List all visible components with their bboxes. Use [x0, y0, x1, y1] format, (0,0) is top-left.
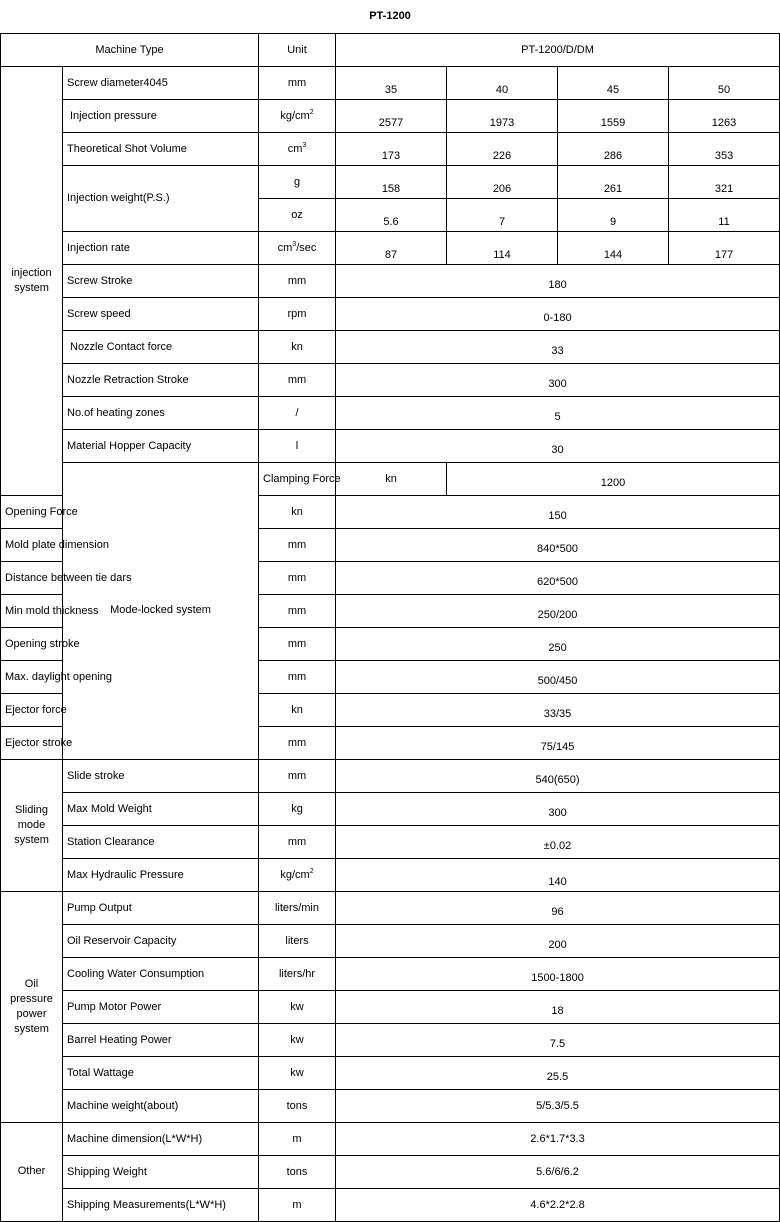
- unit-base: cm: [277, 241, 293, 254]
- group-label-injection: injection system: [1, 66, 63, 495]
- unit-cell: mm: [259, 528, 336, 561]
- unit-cell: tons: [259, 1155, 336, 1188]
- unit-base: kg/cm: [280, 868, 310, 881]
- value-cell: 1973: [447, 99, 558, 132]
- unit-cell: liters/hr: [259, 957, 336, 990]
- unit-cell: mm: [259, 726, 336, 759]
- value-cell: 177: [669, 231, 780, 264]
- value-cell: 5/5.3/5.5: [336, 1089, 780, 1122]
- unit-cell: oz: [259, 198, 336, 231]
- value-cell: 180: [336, 264, 780, 297]
- unit-cell: mm: [259, 561, 336, 594]
- value-cell: 540(650): [336, 759, 780, 792]
- unit-cell: kn: [336, 462, 447, 495]
- value-cell: ±0.02: [336, 825, 780, 858]
- unit-cell: kg: [259, 792, 336, 825]
- param-label: Station Clearance: [63, 825, 259, 858]
- param-label: Total Wattage: [63, 1056, 259, 1089]
- param-label: Material Hopper Capacity: [63, 429, 259, 462]
- table-row: [1, 825, 780, 858]
- value-cell: 114: [447, 231, 558, 264]
- table-row: [1, 1056, 780, 1089]
- value-cell: 4.6*2.2*2.8: [336, 1188, 780, 1221]
- value-cell: 33/35: [336, 693, 780, 726]
- unit-superscript: 2: [309, 867, 314, 875]
- unit-cell: [259, 231, 336, 264]
- param-label: Distance between tie dars: [1, 561, 63, 594]
- table-row: [1, 1023, 780, 1056]
- value-cell: 1500-1800: [336, 957, 780, 990]
- value-cell: 144: [558, 231, 669, 264]
- unit-cell: tons: [259, 1089, 336, 1122]
- table-row: [1, 429, 780, 462]
- param-label: Barrel Heating Power: [63, 1023, 259, 1056]
- param-label: Nozzle Contact force: [63, 330, 259, 363]
- unit-cell: liters/min: [259, 891, 336, 924]
- param-label: Machine weight(about): [63, 1089, 259, 1122]
- value-cell: 300: [336, 363, 780, 396]
- unit-cell: [259, 858, 336, 891]
- unit-cell: [259, 99, 336, 132]
- table-row: [1, 957, 780, 990]
- unit-cell: mm: [259, 660, 336, 693]
- title-row: [1, 0, 780, 33]
- unit-cell: rpm: [259, 297, 336, 330]
- value-cell: 9: [558, 198, 669, 231]
- value-cell: 300: [336, 792, 780, 825]
- value-cell: 75/145: [336, 726, 780, 759]
- param-label: Mold plate dimension: [1, 528, 63, 561]
- table-row: [1, 792, 780, 825]
- param-label: Pump Motor Power: [63, 990, 259, 1023]
- unit-superscript: 3: [292, 240, 297, 248]
- value-cell: 261: [558, 165, 669, 198]
- model-header: PT-1200/D/DM: [336, 33, 780, 66]
- unit-cell: kn: [259, 693, 336, 726]
- table-row: [1, 66, 780, 99]
- table-row: [1, 1188, 780, 1221]
- table-row: [1, 1155, 780, 1188]
- value-cell: 140: [336, 858, 780, 891]
- value-cell: 25.5: [336, 1056, 780, 1089]
- param-label: Screw diameter4045: [63, 66, 259, 99]
- value-cell: 286: [558, 132, 669, 165]
- table-row: [1, 924, 780, 957]
- unit-cell: mm: [259, 264, 336, 297]
- value-cell: 87: [336, 231, 447, 264]
- value-cell: 18: [336, 990, 780, 1023]
- value-cell: 33: [336, 330, 780, 363]
- unit-cell: kw: [259, 1023, 336, 1056]
- table-row: [1, 363, 780, 396]
- unit-cell: mm: [259, 627, 336, 660]
- unit-superscript: 2: [309, 108, 314, 116]
- unit-cell: liters: [259, 924, 336, 957]
- table-row: [1, 1122, 780, 1155]
- param-label: Max Mold Weight: [63, 792, 259, 825]
- param-label: No.of heating zones: [63, 396, 259, 429]
- param-label: Screw Stroke: [63, 264, 259, 297]
- param-label: Ejector force: [1, 693, 63, 726]
- param-label: Opening stroke: [1, 627, 63, 660]
- unit-superscript: 3: [302, 141, 307, 149]
- value-cell: 226: [447, 132, 558, 165]
- table-row: [1, 990, 780, 1023]
- value-cell: 35: [336, 66, 447, 99]
- table-row: [1, 99, 780, 132]
- value-cell: 11: [669, 198, 780, 231]
- group-label-oil: Oil pressure power system: [1, 891, 63, 1122]
- param-label: Screw speed: [63, 297, 259, 330]
- unit-cell: g: [259, 165, 336, 198]
- unit-cell: kn: [259, 495, 336, 528]
- value-cell: 7: [447, 198, 558, 231]
- param-label: Min mold thickness: [1, 594, 63, 627]
- value-cell: 50: [669, 66, 780, 99]
- param-label: Max Hydraulic Pressure: [63, 858, 259, 891]
- unit-cell: m: [259, 1122, 336, 1155]
- value-cell: 40: [447, 66, 558, 99]
- machine-type-header: Machine Type: [1, 33, 259, 66]
- group-label-sliding: Sliding mode system: [1, 759, 63, 891]
- table-row: [1, 759, 780, 792]
- value-cell: 45: [558, 66, 669, 99]
- value-cell: 250: [336, 627, 780, 660]
- value-cell: 2.6*1.7*3.3: [336, 1122, 780, 1155]
- param-label: Shipping Measurements(L*W*H): [63, 1188, 259, 1221]
- value-cell: 173: [336, 132, 447, 165]
- param-label: Theoretical Shot Volume: [63, 132, 259, 165]
- unit-cell: mm: [259, 594, 336, 627]
- unit-cell: kw: [259, 1056, 336, 1089]
- param-label: Nozzle Retraction Stroke: [63, 363, 259, 396]
- table-row: [1, 330, 780, 363]
- table-title: PT-1200: [1, 0, 780, 33]
- value-cell: 5.6: [336, 198, 447, 231]
- param-label: Pump Output: [63, 891, 259, 924]
- param-label: Clamping Force: [259, 462, 336, 495]
- value-cell: 206: [447, 165, 558, 198]
- param-label: Slide stroke: [63, 759, 259, 792]
- value-cell: 250/200: [336, 594, 780, 627]
- param-label: Oil Reservoir Capacity: [63, 924, 259, 957]
- unit-cell: l: [259, 429, 336, 462]
- value-cell: 30: [336, 429, 780, 462]
- unit-cell: m: [259, 1188, 336, 1221]
- table-row: [1, 165, 780, 198]
- param-label: Injection pressure: [63, 99, 259, 132]
- param-label: Injection rate: [63, 231, 259, 264]
- unit-cell: [259, 132, 336, 165]
- unit-suffix: /sec: [296, 241, 317, 254]
- table-row: [1, 1089, 780, 1122]
- unit-cell: mm: [259, 66, 336, 99]
- value-cell: 150: [336, 495, 780, 528]
- table-row: [1, 858, 780, 891]
- value-cell: 5: [336, 396, 780, 429]
- value-cell: 620*500: [336, 561, 780, 594]
- table-row: [1, 132, 780, 165]
- param-label: Machine dimension(L*W*H): [63, 1122, 259, 1155]
- table-row: [1, 297, 780, 330]
- value-cell: 2577: [336, 99, 447, 132]
- value-cell: 200: [336, 924, 780, 957]
- unit-header: Unit: [259, 33, 336, 66]
- table-row: [1, 231, 780, 264]
- table-row: [1, 891, 780, 924]
- param-label: Cooling Water Consumption: [63, 957, 259, 990]
- param-label: Ejector stroke: [1, 726, 63, 759]
- unit-cell: mm: [259, 825, 336, 858]
- unit-base: kg/cm: [280, 109, 310, 122]
- param-label: Opening Force: [1, 495, 63, 528]
- value-cell: 1263: [669, 99, 780, 132]
- table-row: [1, 264, 780, 297]
- unit-base: cm: [287, 142, 303, 155]
- value-cell: 321: [669, 165, 780, 198]
- group-label-mode-locked: Mode-locked system: [63, 462, 259, 759]
- unit-cell: mm: [259, 363, 336, 396]
- value-cell: 5.6/6/6.2: [336, 1155, 780, 1188]
- value-cell: 353: [669, 132, 780, 165]
- value-cell: 96: [336, 891, 780, 924]
- value-cell: 158: [336, 165, 447, 198]
- table-row: [1, 462, 780, 495]
- value-cell: 0-180: [336, 297, 780, 330]
- param-label: Max. daylight opening: [1, 660, 63, 693]
- value-cell: 1200: [447, 462, 780, 495]
- header-row: [1, 33, 780, 66]
- group-label-other: Other: [1, 1122, 63, 1221]
- unit-cell: kw: [259, 990, 336, 1023]
- param-label: Injection weight(P.S.): [63, 165, 259, 231]
- unit-cell: kn: [259, 330, 336, 363]
- value-cell: 1559: [558, 99, 669, 132]
- param-label: Shipping Weight: [63, 1155, 259, 1188]
- value-cell: 7.5: [336, 1023, 780, 1056]
- table-row: [1, 396, 780, 429]
- value-cell: 500/450: [336, 660, 780, 693]
- value-cell: 840*500: [336, 528, 780, 561]
- unit-cell: /: [259, 396, 336, 429]
- unit-cell: mm: [259, 759, 336, 792]
